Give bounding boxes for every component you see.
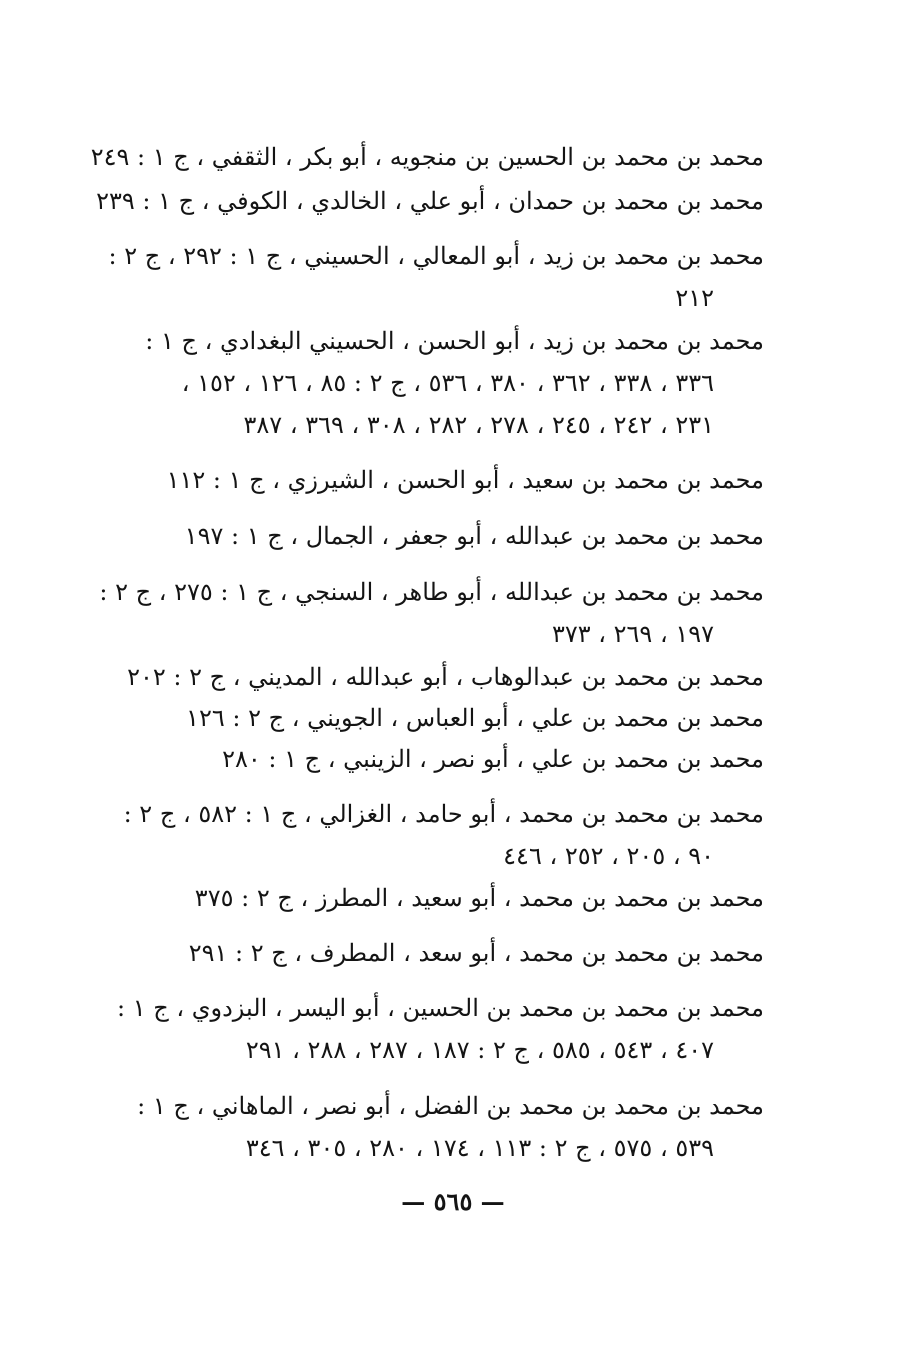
index-entry-line: محمد بن محمد بن محمد ، أبو سعيد ، المطرز ، ج ٢ : ٣٧٥ [194, 884, 764, 912]
index-entry-line: محمد بن محمد بن محمد بن الفضل ، أبو نصر ، الماهاني ، ج ١ : [137, 1092, 764, 1120]
index-entry-continuation: ٤٠٧ ، ٥٤٣ ، ٥٨٥ ، ج ٢ : ١٨٧ ، ٢٨٧ ، ٢٨٨ ، ٢٩١ [245, 1036, 714, 1064]
index-entry-line: محمد بن محمد بن الحسين بن منجويه ، أبو بكر ، الثقفي ، ج ١ : ٢٤٩ [90, 143, 764, 171]
index-entry-continuation: ٣٣٦ ، ٣٣٨ ، ٣٦٢ ، ٣٨٠ ، ٥٣٦ ، ج ٢ : ٨٥ ، ١٢٦ ، ١٥٢ ، [181, 369, 714, 397]
page-number: — ٥٦٥ — [401, 1187, 505, 1216]
index-entry-line: محمد بن محمد بن محمد ، أبو حامد ، الغزالي ، ج ١ : ٥٨٢ ، ج ٢ : [123, 800, 764, 828]
index-entry-continuation: ١٩٧ ، ٢٦٩ ، ٣٧٣ [551, 620, 714, 648]
index-entry-continuation: ٢١٢ [675, 284, 714, 312]
index-entry-line: محمد بن محمد بن سعيد ، أبو الحسن ، الشيرزي ، ج ١ : ١١٢ [166, 466, 764, 494]
index-entry-continuation: ٥٣٩ ، ٥٧٥ ، ج ٢ : ١١٣ ، ١٧٤ ، ٢٨٠ ، ٣٠٥ ، ٣٤٦ [245, 1134, 714, 1162]
index-entry-line: محمد بن محمد بن عبدالوهاب ، أبو عبدالله ، المديني ، ج ٢ : ٢٠٢ [127, 663, 764, 691]
index-entry-continuation: ٢٣١ ، ٢٤٢ ، ٢٤٥ ، ٢٧٨ ، ٢٨٢ ، ٣٠٨ ، ٣٦٩ ، ٣٨٧ [243, 411, 714, 439]
index-entry-continuation: ٩٠ ، ٢٠٥ ، ٢٥٢ ، ٤٤٦ [503, 842, 714, 870]
index-entry-line: محمد بن محمد بن عبدالله ، أبو طاهر ، السنجي ، ج ١ : ٢٧٥ ، ج ٢ : [99, 578, 764, 606]
index-entry-line: محمد بن محمد بن عبدالله ، أبو جعفر ، الجمال ، ج ١ : ١٩٧ [184, 522, 764, 550]
index-entry-line: محمد بن محمد بن محمد بن الحسين ، أبو اليسر ، البزدوي ، ج ١ : [117, 994, 764, 1022]
index-entry-line: محمد بن محمد بن زيد ، أبو المعالي ، الحسيني ، ج ١ : ٢٩٢ ، ج ٢ : [108, 242, 764, 270]
index-entry-line: محمد بن محمد بن زيد ، أبو الحسن ، الحسيني البغدادي ، ج ١ : [145, 327, 764, 355]
index-entry-line: محمد بن محمد بن علي ، أبو نصر ، الزينبي ، ج ١ : ٢٨٠ [222, 745, 764, 773]
index-entry-line: محمد بن محمد بن محمد ، أبو سعد ، المطرف ، ج ٢ : ٢٩١ [188, 939, 764, 967]
index-entry-line: محمد بن محمد بن علي ، أبو العباس ، الجويني ، ج ٢ : ١٢٦ [186, 704, 764, 732]
index-entry-line: محمد بن محمد بن حمدان ، أبو علي ، الخالدي ، الكوفي ، ج ١ : ٢٣٩ [96, 187, 764, 215]
